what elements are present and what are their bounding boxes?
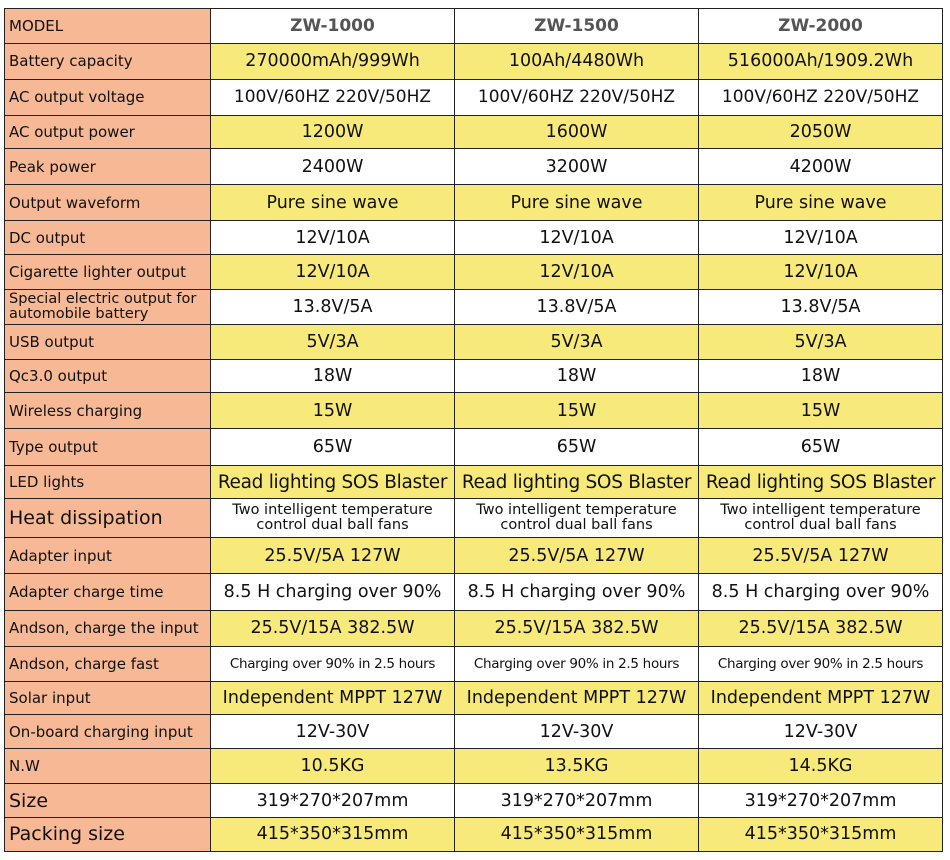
spec-label: Andson, charge fast (5, 646, 211, 681)
spec-value: 3200W (455, 149, 699, 185)
spec-row (5, 255, 943, 290)
spec-value: 12V/10A (211, 255, 455, 290)
spec-label: Type output (5, 429, 211, 466)
spec-value: 12V/10A (699, 255, 943, 290)
spec-label: Adapter charge time (5, 573, 211, 610)
spec-value: 5V/3A (455, 324, 699, 359)
spec-value: 415*350*315mm (699, 817, 943, 851)
spec-row (5, 499, 943, 538)
spec-row (5, 817, 943, 851)
spec-value: 100Ah/4480Wh (455, 43, 699, 79)
spec-value: 415*350*315mm (211, 817, 455, 851)
spec-value: 18W (699, 359, 943, 393)
spec-value: 13.8V/5A (699, 289, 943, 324)
spec-row (5, 610, 943, 646)
spec-value: 2400W (211, 149, 455, 185)
spec-value: Charging over 90% in 2.5 hours (211, 646, 455, 681)
spec-value: 1600W (455, 115, 699, 149)
spec-value: 12V-30V (455, 715, 699, 749)
spec-row (5, 359, 943, 393)
spec-value: 4200W (699, 149, 943, 185)
spec-value: 15W (211, 393, 455, 429)
spec-label: USB output (5, 324, 211, 359)
spec-value: 100V/60HZ 220V/50HZ (455, 79, 699, 115)
spec-value: 5V/3A (699, 324, 943, 359)
spec-table (4, 8, 943, 852)
model-name: ZW-1000 (211, 9, 455, 44)
spec-value: 65W (211, 429, 455, 466)
spec-row (5, 749, 943, 784)
spec-value: 65W (455, 429, 699, 466)
spec-value: Two intelligent temperature control dual ball fans (699, 499, 943, 538)
spec-label: Output waveform (5, 185, 211, 221)
model-header-label: MODEL (5, 9, 211, 44)
spec-value: 10.5KG (211, 749, 455, 784)
spec-value: Two intelligent temperature control dual ball fans (211, 499, 455, 538)
spec-row (5, 149, 943, 185)
spec-row (5, 573, 943, 610)
spec-value: Independent MPPT 127W (699, 681, 943, 715)
spec-value: 65W (699, 429, 943, 466)
spec-label: On-board charging input (5, 715, 211, 749)
spec-label: Heat dissipation (5, 499, 211, 538)
spec-table-body (5, 9, 943, 852)
spec-row (5, 115, 943, 149)
spec-value: 100V/60HZ 220V/50HZ (211, 79, 455, 115)
spec-label: AC output power (5, 115, 211, 149)
spec-value: Charging over 90% in 2.5 hours (699, 646, 943, 681)
spec-value: Pure sine wave (455, 185, 699, 221)
spec-value: 12V/10A (455, 255, 699, 290)
model-name: ZW-1500 (455, 9, 699, 44)
spec-value: 319*270*207mm (211, 784, 455, 818)
header-row (5, 9, 943, 44)
spec-row (5, 185, 943, 221)
spec-value: Independent MPPT 127W (455, 681, 699, 715)
spec-value: 15W (455, 393, 699, 429)
spec-row (5, 429, 943, 466)
spec-label: Battery capacity (5, 43, 211, 79)
spec-value: 13.5KG (455, 749, 699, 784)
spec-label: Adapter input (5, 538, 211, 574)
spec-value: 18W (455, 359, 699, 393)
spec-row (5, 646, 943, 681)
spec-value: Charging over 90% in 2.5 hours (455, 646, 699, 681)
spec-value: 415*350*315mm (455, 817, 699, 851)
spec-value: 270000mAh/999Wh (211, 43, 455, 79)
spec-label: DC output (5, 221, 211, 255)
spec-label: Wireless charging (5, 393, 211, 429)
spec-value: 12V/10A (699, 221, 943, 255)
spec-value: 516000Ah/1909.2Wh (699, 43, 943, 79)
spec-row (5, 466, 943, 499)
spec-row (5, 221, 943, 255)
spec-value: 12V/10A (211, 221, 455, 255)
spec-value: Independent MPPT 127W (211, 681, 455, 715)
model-name: ZW-2000 (699, 9, 943, 44)
spec-label: Packing size (5, 817, 211, 851)
spec-row (5, 79, 943, 115)
spec-value: 12V/10A (455, 221, 699, 255)
spec-value: 15W (699, 393, 943, 429)
spec-value: Read lighting SOS Blaster (455, 466, 699, 499)
spec-value: 25.5V/15A 382.5W (211, 610, 455, 646)
spec-value: 2050W (699, 115, 943, 149)
spec-row (5, 324, 943, 359)
spec-value: 12V-30V (699, 715, 943, 749)
spec-value: 8.5 H charging over 90% (455, 573, 699, 610)
spec-value: Pure sine wave (211, 185, 455, 221)
spec-label: Size (5, 784, 211, 818)
spec-value: 5V/3A (211, 324, 455, 359)
spec-value: 319*270*207mm (699, 784, 943, 818)
spec-value: Read lighting SOS Blaster (211, 466, 455, 499)
spec-value: Read lighting SOS Blaster (699, 466, 943, 499)
spec-value: 12V-30V (211, 715, 455, 749)
spec-value: 25.5V/5A 127W (699, 538, 943, 574)
spec-label: Cigarette lighter output (5, 255, 211, 290)
spec-row (5, 784, 943, 818)
spec-value: 25.5V/15A 382.5W (455, 610, 699, 646)
spec-label: Peak power (5, 149, 211, 185)
spec-value: Pure sine wave (699, 185, 943, 221)
spec-row (5, 289, 943, 324)
spec-row (5, 715, 943, 749)
spec-value: 25.5V/5A 127W (455, 538, 699, 574)
spec-label: AC output voltage (5, 79, 211, 115)
spec-value: 8.5 H charging over 90% (211, 573, 455, 610)
spec-value: Two intelligent temperature control dual ball fans (455, 499, 699, 538)
spec-value: 1200W (211, 115, 455, 149)
spec-value: 25.5V/5A 127W (211, 538, 455, 574)
spec-value: 25.5V/15A 382.5W (699, 610, 943, 646)
spec-value: 8.5 H charging over 90% (699, 573, 943, 610)
spec-label: Special electric output for automobile battery (5, 289, 211, 324)
spec-value: 13.8V/5A (211, 289, 455, 324)
spec-row (5, 43, 943, 79)
spec-label: Qc3.0 output (5, 359, 211, 393)
spec-label: N.W (5, 749, 211, 784)
spec-value: 14.5KG (699, 749, 943, 784)
spec-label: Andson, charge the input (5, 610, 211, 646)
spec-row (5, 681, 943, 715)
spec-row (5, 538, 943, 574)
spec-value: 100V/60HZ 220V/50HZ (699, 79, 943, 115)
spec-value: 18W (211, 359, 455, 393)
spec-row (5, 393, 943, 429)
spec-value: 13.8V/5A (455, 289, 699, 324)
spec-label: LED lights (5, 466, 211, 499)
spec-value: 319*270*207mm (455, 784, 699, 818)
spec-label: Solar input (5, 681, 211, 715)
